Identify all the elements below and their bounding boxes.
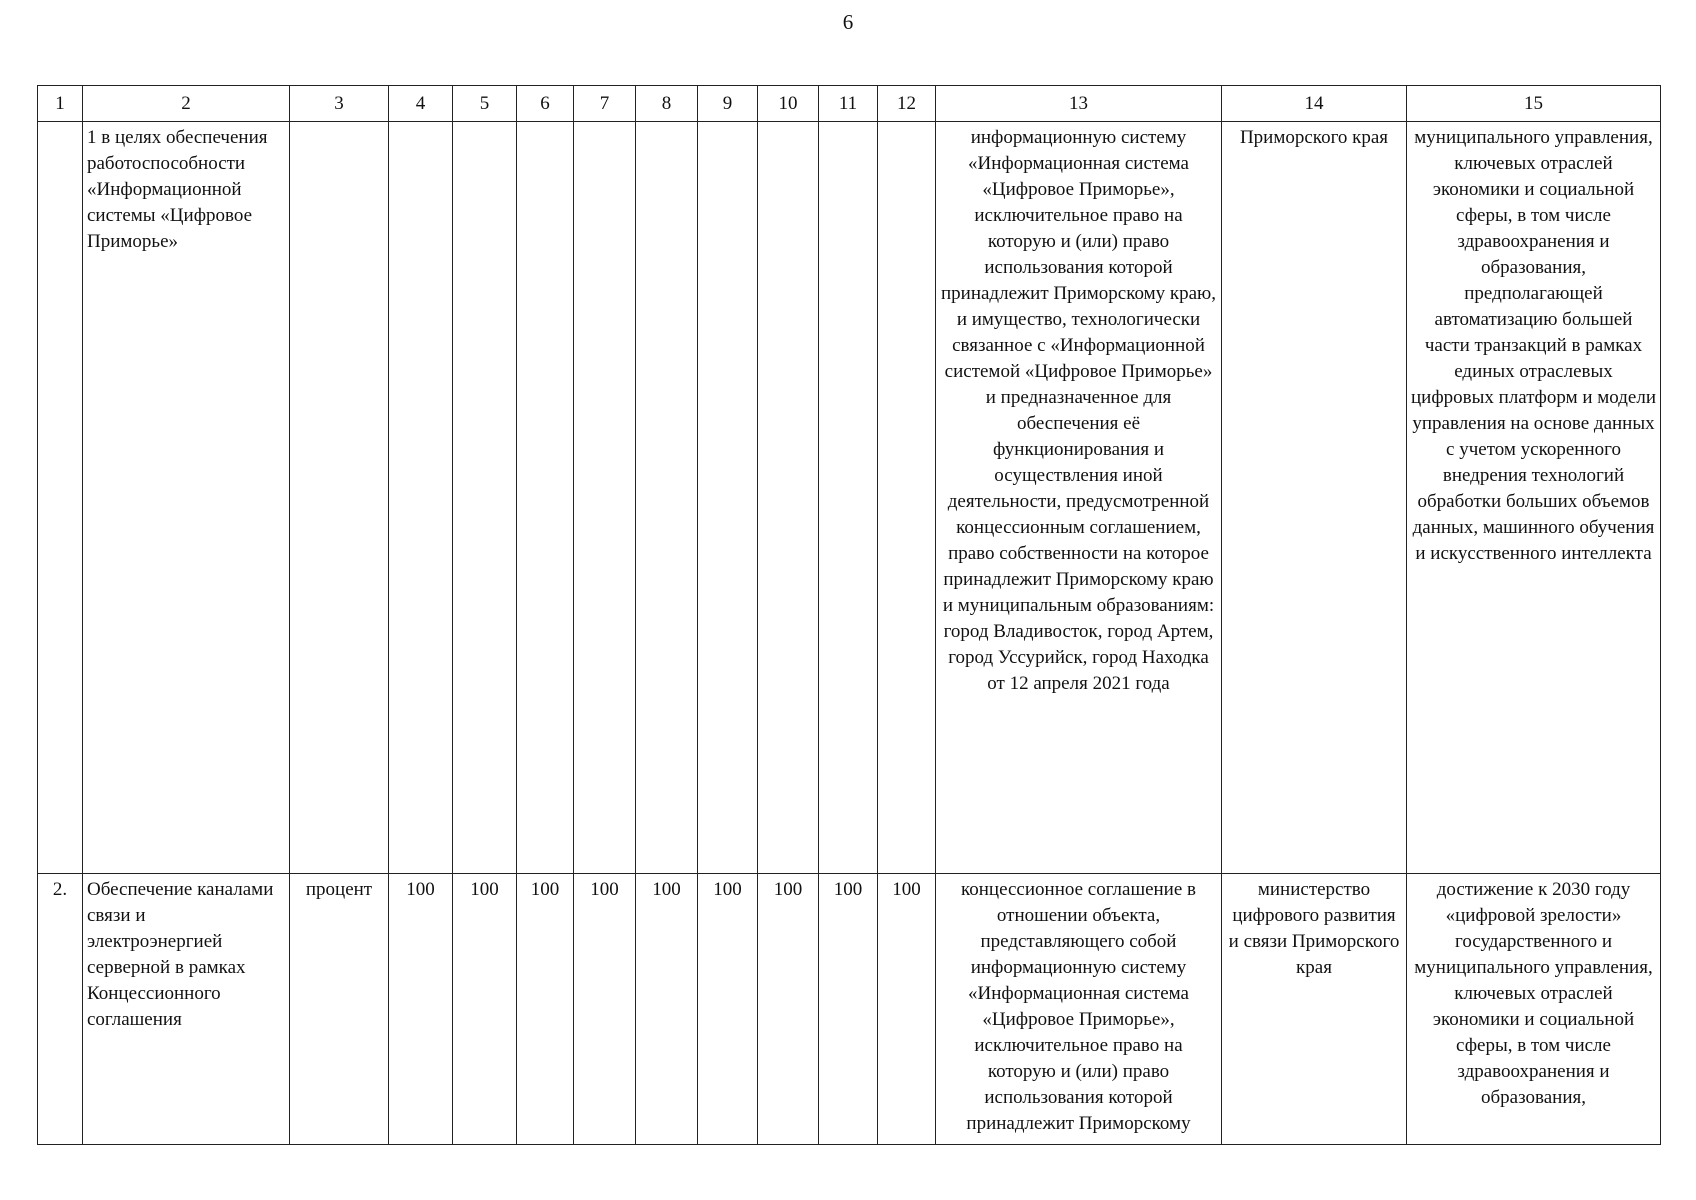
value-cell: 100 bbox=[758, 874, 819, 1145]
column-header: 11 bbox=[819, 86, 878, 122]
page-number: 6 bbox=[842, 10, 854, 34]
column-header: 15 bbox=[1407, 86, 1661, 122]
column-header: 1 bbox=[38, 86, 83, 122]
value-cell bbox=[819, 122, 878, 874]
unit-cell bbox=[290, 122, 389, 874]
value-cell: 100 bbox=[819, 874, 878, 1145]
value-cell bbox=[698, 122, 758, 874]
indicators-table bbox=[37, 85, 1661, 1145]
column-header: 12 bbox=[878, 86, 936, 122]
value-cell: 100 bbox=[517, 874, 574, 1145]
column-header: 13 bbox=[936, 86, 1222, 122]
event-name-cell: 1 в целях обеспечения работоспособности «Информационной системы «Цифровое Приморье» bbox=[83, 122, 290, 874]
column-header: 5 bbox=[453, 86, 517, 122]
column-header: 6 bbox=[517, 86, 574, 122]
value-cell: 100 bbox=[878, 874, 936, 1145]
row-number-cell bbox=[38, 122, 83, 874]
column-header: 3 bbox=[290, 86, 389, 122]
column-header: 2 bbox=[83, 86, 290, 122]
value-cell bbox=[517, 122, 574, 874]
value-cell bbox=[453, 122, 517, 874]
basis-document-cell: концессионное соглашение в отношении объекта, представляющего собой информационную систему «Информационная система «Цифровое Приморье», исключительное право на которую и (или) право использования которой принадлежит Приморскому bbox=[936, 874, 1222, 1145]
goal-cell: достижение к 2030 году «цифровой зрелости» государственного и муниципального управления, ключевых отраслей экономики и социальной сферы, в том числе здравоохранения и образования, bbox=[1407, 874, 1661, 1145]
responsible-cell: министерство цифрового развития и связи Приморского края bbox=[1222, 874, 1407, 1145]
table-row bbox=[38, 122, 1661, 874]
column-header: 7 bbox=[574, 86, 636, 122]
value-cell: 100 bbox=[453, 874, 517, 1145]
value-cell: 100 bbox=[574, 874, 636, 1145]
event-name-cell: Обеспечение каналами связи и электроэнергией серверной в рамках Концессионного соглашения bbox=[83, 874, 290, 1145]
column-header: 4 bbox=[389, 86, 453, 122]
table-header-row bbox=[38, 86, 1661, 122]
value-cell: 100 bbox=[389, 874, 453, 1145]
responsible-cell: Приморского края bbox=[1222, 122, 1407, 874]
value-cell: 100 bbox=[698, 874, 758, 1145]
value-cell bbox=[758, 122, 819, 874]
value-cell bbox=[574, 122, 636, 874]
value-cell bbox=[636, 122, 698, 874]
goal-cell: муниципального управления, ключевых отраслей экономики и социальной сферы, в том числе здравоохранения и образования, предполагающей автоматизацию большей части транзакций в рамках единых отраслевых цифровых платформ и модели управления на основе данных с учетом ускоренного внедрения технологий обработки больших объемов данных, машинного обучения и искусственного интеллекта bbox=[1407, 122, 1661, 874]
column-header: 8 bbox=[636, 86, 698, 122]
unit-cell: процент bbox=[290, 874, 389, 1145]
column-header: 9 bbox=[698, 86, 758, 122]
table-row bbox=[38, 874, 1661, 1145]
basis-document-cell: информационную систему «Информационная система «Цифровое Приморье», исключительное право на которую и (или) право использования которой принадлежит Приморскому краю, и имущество, технологически связанное с «Информационной системой «Цифровое Приморье» и предназначенное для обеспечения её функционирования и осуществления иной деятельности, предусмотренной концессионным соглашением, право собственности на которое принадлежит Приморскому краю и муниципальным образованиям: город Владивосток, город Артем, город Уссурийск, город Находка от 12 апреля 2021 года bbox=[936, 122, 1222, 874]
value-cell bbox=[878, 122, 936, 874]
value-cell bbox=[389, 122, 453, 874]
column-header: 14 bbox=[1222, 86, 1407, 122]
row-number-cell: 2. bbox=[38, 874, 83, 1145]
column-header: 10 bbox=[758, 86, 819, 122]
value-cell: 100 bbox=[636, 874, 698, 1145]
